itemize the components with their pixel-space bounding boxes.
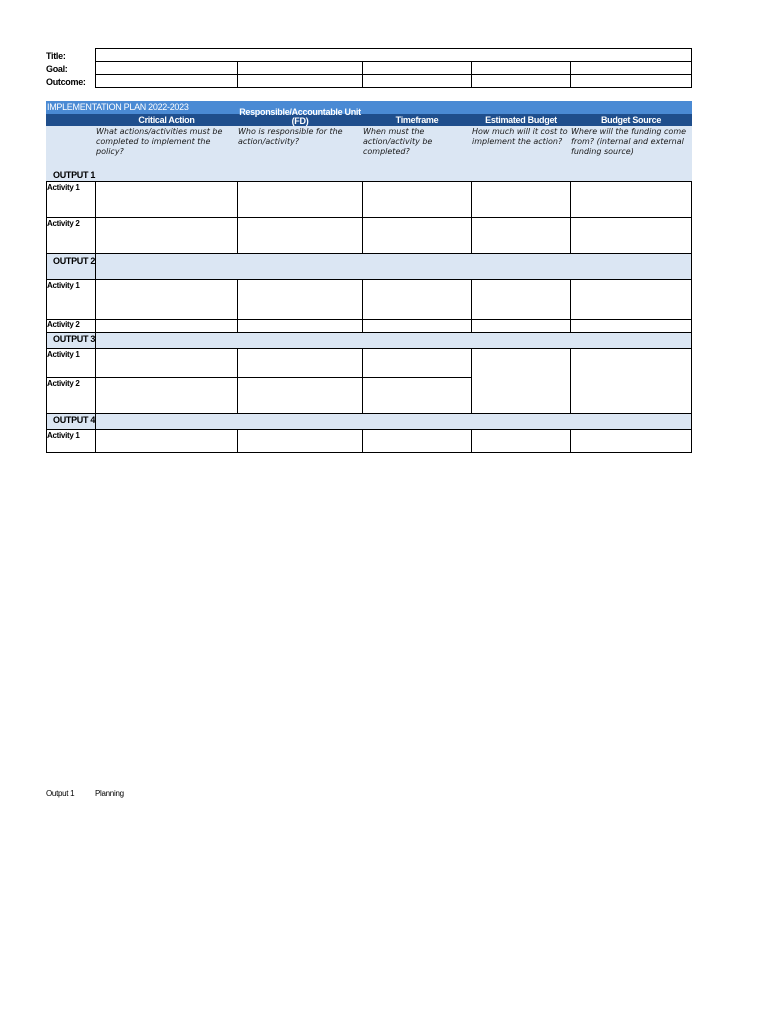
budget-source-merged-cell[interactable] [570,348,692,414]
question-critical-action: What actions/activities must be completed to implement the policy? [96,127,223,156]
budget-source-cell[interactable] [570,217,692,254]
outcome-field-2[interactable] [237,74,363,88]
goal-field-2[interactable] [237,61,363,75]
output-4-label: OUTPUT 4 [53,415,96,425]
column-header-timeframe: Timeframe [395,115,439,125]
timeframe-cell[interactable] [362,377,472,414]
estimated-budget-cell[interactable] [471,429,571,453]
timeframe-cell[interactable] [362,217,472,254]
responsible-unit-cell[interactable] [237,279,363,320]
responsible-unit-cell[interactable] [237,377,363,414]
estimated-budget-cell[interactable] [471,279,571,320]
output-2-activity-2-label: Activity 2 [47,320,80,329]
timeframe-cell[interactable] [362,348,472,378]
estimated-budget-merged-cell[interactable] [471,348,571,414]
output-3-band [95,332,692,349]
footer-output-value: Planning [95,789,124,798]
question-timeframe: When must the action/activity be completed? [363,127,433,156]
budget-source-cell[interactable] [570,429,692,453]
plan-banner-text: IMPLEMENTATION PLAN 2022-2023 [47,102,189,112]
output-4-band [95,413,692,430]
output-2-band [95,253,692,280]
budget-source-cell[interactable] [570,181,692,218]
responsible-unit-cell[interactable] [237,348,363,378]
critical-action-cell[interactable] [95,279,238,320]
column-header-estimated-budget: Estimated Budget [485,115,557,125]
timeframe-cell[interactable] [362,429,472,453]
column-header-responsible-unit: Responsible/Accountable Unit (FD) [239,108,361,126]
output-2-activity-1-label: Activity 1 [47,281,80,290]
responsible-unit-cell[interactable] [237,319,363,333]
timeframe-cell[interactable] [362,319,472,333]
output-1-activity-1-label: Activity 1 [47,183,80,192]
estimated-budget-cell[interactable] [471,217,571,254]
critical-action-cell[interactable] [95,377,238,414]
outcome-label: Outcome: [46,77,86,87]
question-responsible-unit: Who is responsible for the action/activity? [238,127,343,146]
responsible-unit-cell[interactable] [237,181,363,218]
critical-action-cell[interactable] [95,217,238,254]
output-2-label: OUTPUT 2 [53,256,96,266]
question-estimated-budget: How much will it cost to implement the action? [472,127,568,146]
estimated-budget-cell[interactable] [471,319,571,333]
question-budget-source: Where will the funding come from? (internal and external funding source) [571,127,687,156]
title-field[interactable] [95,48,692,62]
outcome-field-3[interactable] [362,74,472,88]
budget-source-cell[interactable] [570,319,692,333]
estimated-budget-cell[interactable] [471,181,571,218]
goal-label: Goal: [46,64,68,74]
footer-output-label: Output 1 [46,789,75,798]
goal-field-1[interactable] [95,61,238,75]
outcome-field-1[interactable] [95,74,238,88]
timeframe-cell[interactable] [362,181,472,218]
goal-field-4[interactable] [471,61,571,75]
critical-action-cell[interactable] [95,429,238,453]
output-3-label: OUTPUT 3 [53,334,96,344]
critical-action-cell[interactable] [95,181,238,218]
output-3-activity-2-label: Activity 2 [47,379,80,388]
column-header-budget-source: Budget Source [600,115,662,125]
plan-banner [46,101,692,114]
goal-field-3[interactable] [362,61,472,75]
output-3-activity-1-label: Activity 1 [47,350,80,359]
output-4-activity-1-label: Activity 1 [47,431,80,440]
critical-action-cell[interactable] [95,319,238,333]
output-1-activity-2-label: Activity 2 [47,219,80,228]
responsible-unit-cell[interactable] [237,429,363,453]
column-header-critical-action: Critical Action [138,115,195,125]
outcome-field-4[interactable] [471,74,571,88]
responsible-unit-cell[interactable] [237,217,363,254]
critical-action-cell[interactable] [95,348,238,378]
timeframe-cell[interactable] [362,279,472,320]
goal-field-5[interactable] [570,61,692,75]
outcome-field-5[interactable] [570,74,692,88]
title-label: Title: [46,51,66,61]
budget-source-cell[interactable] [570,279,692,320]
output-1-label: OUTPUT 1 [53,170,96,180]
